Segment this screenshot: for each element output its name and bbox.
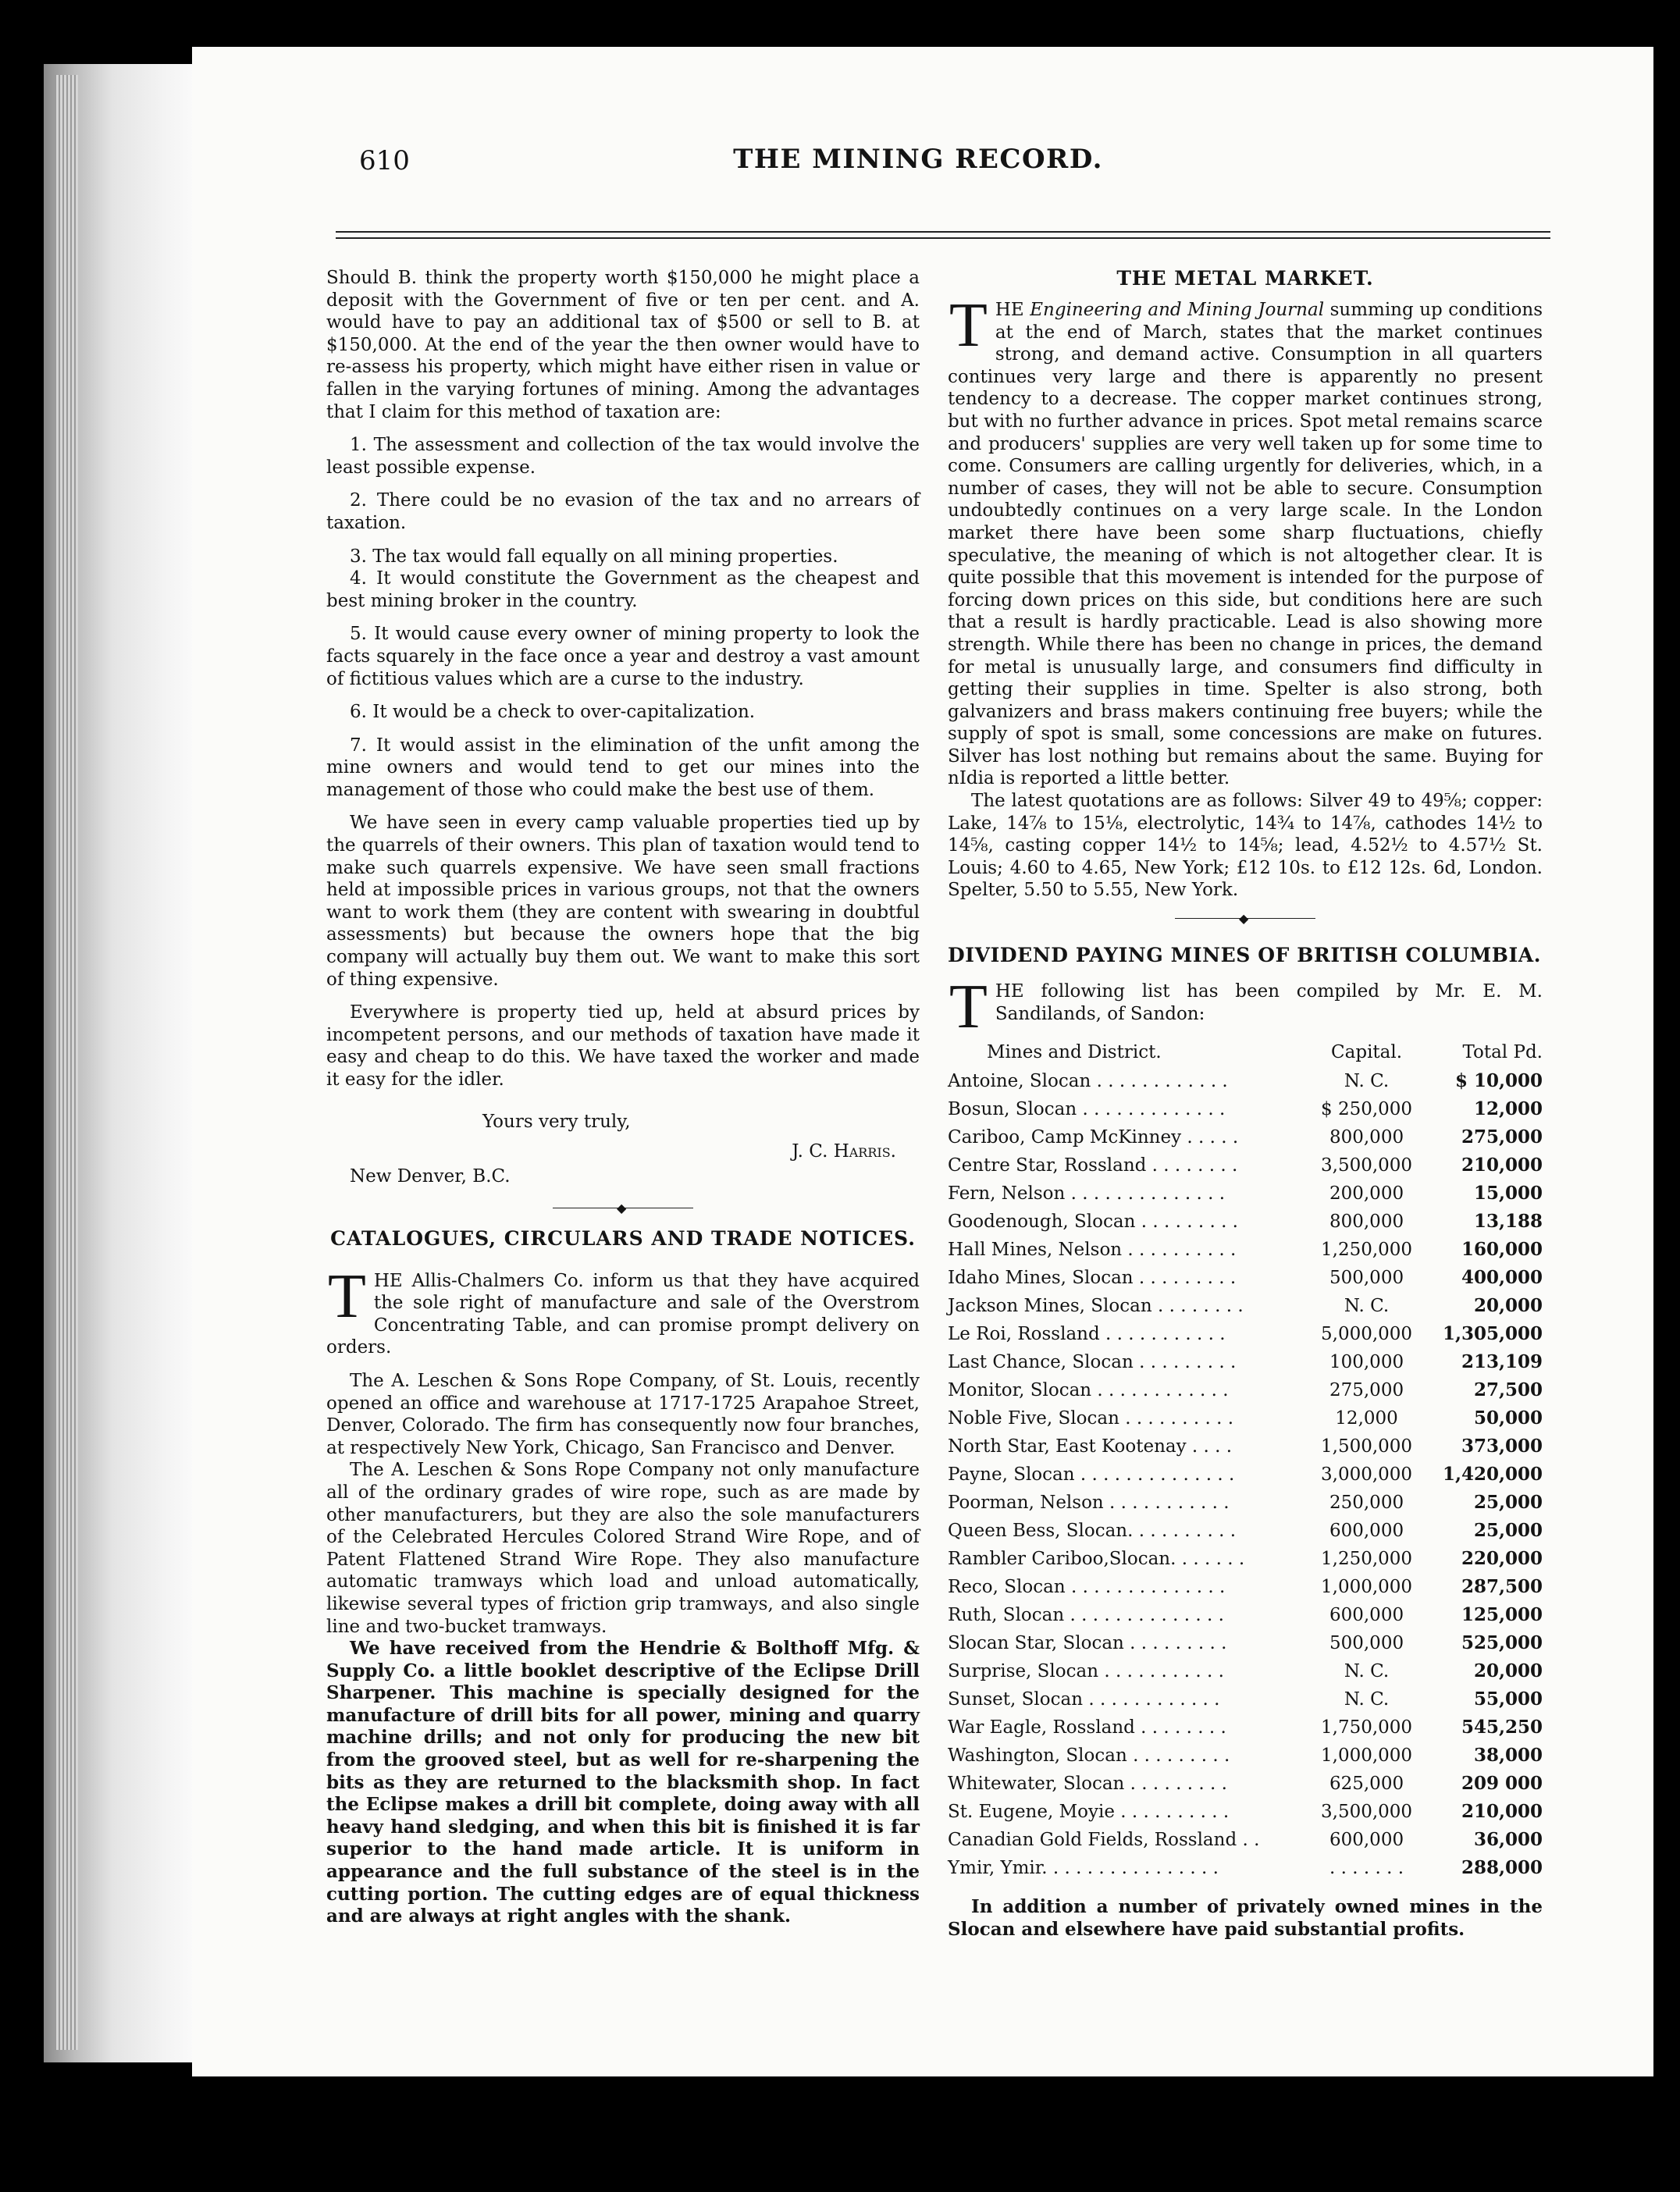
total-paid-cell: 27,500	[1473, 1379, 1543, 1401]
table-row	[948, 1208, 1543, 1236]
capital-cell: N. C.	[1344, 1661, 1390, 1682]
total-paid-cell: 20,000	[1473, 1295, 1543, 1317]
total-paid-cell: 160,000	[1461, 1239, 1543, 1261]
capital-cell: $ 250,000	[1321, 1099, 1413, 1120]
capital-cell: N. C.	[1344, 1689, 1390, 1710]
table-row	[948, 1517, 1543, 1545]
mine-name-cell: St. Eugene, Moyie . . . . . . . . . .	[948, 1802, 1230, 1823]
capital-cell: 200,000	[1329, 1183, 1404, 1205]
mine-name-cell: Cariboo, Camp McKinney . . . . .	[948, 1127, 1239, 1148]
mine-name-cell: War Eagle, Rossland . . . . . . . .	[948, 1717, 1226, 1738]
mine-name-cell: Jackson Mines, Slocan . . . . . . . .	[948, 1296, 1244, 1317]
capital-cell: N. C.	[1344, 1296, 1390, 1317]
capital-cell: 1,000,000	[1321, 1577, 1413, 1598]
everywhere-paragraph: Everywhere is property tied up, held at absurd prices by incompetent persons, and our methods of taxation have made it easy and cheap to do this. We have taxed the worker and made it easy for the idler.	[326, 1002, 920, 1090]
table-row	[948, 1123, 1543, 1151]
allis-chalmers-text: HE Allis-Chalmers Co. inform us that they have acquired the sole right of manufacture and sale of the Overstrom Concentrating Table, and can promise prompt delivery on orders.	[326, 1270, 920, 1358]
capital-cell: 3,500,000	[1321, 1802, 1413, 1823]
table-row	[948, 1236, 1543, 1264]
quarrels-paragraph: We have seen in every camp valuable properties tied up by the quarrels of their owners. This plan of taxation would tend to make such quarrels expensive. We have seen small fractions held at impossible prices in various groups, not that the owners want to work them (they are content with swearing in doubtful assessments) but because the owners hope that the big company will actually buy them out. We want to make this sort of thing expensive.	[326, 813, 920, 990]
table-row	[948, 1180, 1543, 1208]
mine-name-cell: Queen Bess, Slocan. . . . . . . . . .	[948, 1521, 1237, 1542]
page-number: 610	[359, 145, 410, 176]
leschen-office-paragraph: The A. Leschen & Sons Rope Company, of St. Louis, recently opened an office and warehouse at 1717-1725 Arapahoe Street, Denver, Colorado. The firm has consequently now four branches, at respectively New York, Chicago, San Francisco and Denver.	[326, 1370, 920, 1458]
table-row	[948, 1320, 1543, 1348]
mine-name-cell: Hall Mines, Nelson . . . . . . . . . .	[948, 1240, 1237, 1261]
capital-cell: 100,000	[1329, 1352, 1404, 1373]
dividend-heading: DIVIDEND PAYING MINES OF BRITISH COLUMBIA.	[948, 944, 1542, 967]
capital-cell: 12,000	[1335, 1408, 1398, 1429]
mine-name-cell: Surprise, Slocan . . . . . . . . . . .	[948, 1661, 1224, 1682]
table-row	[948, 1404, 1543, 1432]
left-column	[326, 267, 920, 1928]
total-paid-cell: 210,000	[1461, 1801, 1543, 1823]
mine-name-cell: Payne, Slocan . . . . . . . . . . . . . .	[948, 1464, 1235, 1486]
dividend-intro	[948, 973, 1543, 1042]
section-divider	[553, 1201, 693, 1216]
table-row	[948, 1348, 1543, 1376]
table-row	[948, 1376, 1543, 1404]
mine-name-cell: Canadian Gold Fields, Rossland . .	[948, 1830, 1260, 1851]
capital-cell: 1,250,000	[1321, 1549, 1413, 1570]
mine-name-cell: Antoine, Slocan . . . . . . . . . . . .	[948, 1071, 1228, 1092]
capital-cell: 600,000	[1329, 1521, 1404, 1542]
total-paid-cell: 220,000	[1461, 1548, 1543, 1570]
page	[192, 47, 1653, 2076]
capital-cell: 600,000	[1329, 1605, 1404, 1626]
capital-cell: 500,000	[1329, 1633, 1404, 1654]
mine-name-cell: Noble Five, Slocan . . . . . . . . . .	[948, 1408, 1234, 1429]
capital-cell: . . . . . . .	[1329, 1858, 1404, 1879]
total-paid-cell: 209 000	[1461, 1773, 1543, 1795]
metal-market-paragraph	[948, 291, 1543, 790]
letter-signature	[326, 1141, 896, 1162]
dropcap-letter: T	[949, 973, 988, 1042]
mine-name-cell: Sunset, Slocan . . . . . . . . . . . .	[948, 1689, 1220, 1710]
total-paid-cell: 400,000	[1461, 1267, 1543, 1289]
total-paid-cell: 1,305,000	[1442, 1323, 1543, 1345]
total-paid-cell: 20,000	[1473, 1660, 1543, 1682]
total-paid-cell: 287,500	[1461, 1576, 1543, 1598]
mine-name-cell: Washington, Slocan . . . . . . . . .	[948, 1745, 1230, 1767]
table-row	[948, 1770, 1543, 1798]
mine-name-cell: Le Roi, Rossland . . . . . . . . . . .	[948, 1324, 1226, 1345]
table-row	[948, 1151, 1543, 1180]
table-row	[948, 1573, 1543, 1601]
dividend-table	[948, 1042, 1543, 1882]
table-row	[948, 1629, 1543, 1657]
book-edge-pages	[55, 75, 78, 2050]
mine-name-cell: Fern, Nelson . . . . . . . . . . . . . .	[948, 1183, 1226, 1205]
leschen-products-paragraph: The A. Leschen & Sons Rope Company not only manufacture all of the ordinary grades of wire rope, such as are made by other manufacturers, but they are also the sole manufacturers of the Celebrated Hercules Colored Strand Wire Rope, and of Patent Flattened Strand Wire Rope. They also manufacture automatic tramways which load and unload automatically, likewise several types of friction grip tramways, and also single line and two-bucket tramways.	[326, 1460, 920, 1637]
mine-name-cell: Reco, Slocan . . . . . . . . . . . . . .	[948, 1577, 1226, 1598]
table-row	[948, 1067, 1543, 1095]
total-paid-cell: 525,000	[1461, 1632, 1543, 1654]
table-row	[948, 1432, 1543, 1461]
mine-name-cell: Last Chance, Slocan . . . . . . . . .	[948, 1352, 1237, 1373]
capital-cell: 600,000	[1329, 1830, 1404, 1851]
total-paid-cell: 25,000	[1473, 1492, 1543, 1514]
column-header: Capital.	[1331, 1042, 1403, 1063]
mine-name-cell: Bosun, Slocan . . . . . . . . . . . . .	[948, 1099, 1226, 1120]
capital-cell: 800,000	[1329, 1127, 1404, 1148]
table-row	[948, 1685, 1543, 1713]
table-row	[948, 1095, 1543, 1123]
capital-cell: 1,000,000	[1321, 1745, 1413, 1767]
journal-title: Engineering and Mining Journal	[1030, 300, 1325, 320]
advantage-3: 3. The tax would fall equally on all mining properties.	[350, 546, 838, 567]
total-paid-cell: 213,109	[1461, 1351, 1543, 1373]
total-paid-cell: 12,000	[1473, 1098, 1543, 1120]
table-row	[948, 1264, 1543, 1292]
advantage-7: 7. It would assist in the elimination of the unfit among the mine owners and would tend to get our mines into the management of those who could make the best use of them.	[326, 735, 920, 800]
mine-name-cell: Rambler Cariboo,Slocan. . . . . . .	[948, 1549, 1245, 1570]
running-head: THE MINING RECORD.	[733, 144, 1103, 175]
signature-name: J. C. Harris.	[792, 1140, 896, 1162]
table-row	[948, 1742, 1543, 1770]
capital-cell: 3,000,000	[1321, 1464, 1413, 1486]
table-row	[948, 1826, 1543, 1854]
mine-name-cell: Slocan Star, Slocan . . . . . . . . .	[948, 1633, 1227, 1654]
table-row	[948, 1292, 1543, 1320]
dropcap-letter: T	[328, 1261, 366, 1331]
advantage-1: 1. The assessment and collection of the tax would involve the least possible expense.	[326, 435, 920, 478]
table-row	[948, 1545, 1543, 1573]
mine-name-cell: Monitor, Slocan . . . . . . . . . . . .	[948, 1380, 1229, 1401]
letter-place: New Denver, B.C.	[350, 1165, 511, 1187]
metal-market-heading: THE METAL MARKET.	[1116, 267, 1374, 290]
total-paid-cell: 373,000	[1461, 1436, 1543, 1457]
mine-name-cell: Poorman, Nelson . . . . . . . . . . .	[948, 1493, 1230, 1514]
capital-cell: 500,000	[1329, 1268, 1404, 1289]
column-header: Mines and District.	[987, 1042, 1162, 1063]
total-paid-cell: 38,000	[1473, 1745, 1543, 1767]
mine-name-cell: North Star, East Kootenay . . . .	[948, 1436, 1233, 1457]
total-paid-cell: 545,250	[1461, 1717, 1543, 1738]
metal-lead-b: summing up conditions at the end of March, states that the market continues strong, and demand active. Consumption in all quarters continues very large and there is apparently no present tendency to a decrease. The copper market continues strong, but with no further advance in prices. Spot metal remains scarce and producers' supplies are very well taken up for some time to come. Consumers are calling urgently for deliveries, which, in a number of cases, they will not be able to secure. Consumption undoubtedly continues on a very large scale. In the London market there have been some sharp fluctuations, chiefly speculative, the meaning of which is not altogether clear. It is quite possible that this movement is intended for the purpose of forcing down prices on this side, but conditions here are such that a result is hardly practicable. Lead is also showing more strength. While there has been no change in prices, the demand for metal is unusually large, and consumers find difficulty in getting their supplies in time. Spelter is also strong, both galvanizers and brass makers continuing free buyers; while the supply of spot is small, some concessions are make on futures. Silver has lost nothing but remains about the same. Buying for nIdia is reported a little better.	[948, 300, 1543, 789]
capital-cell: 3,500,000	[1321, 1155, 1413, 1176]
total-paid-cell: 288,000	[1461, 1857, 1543, 1879]
advantage-4: 4. It would constitute the Government as the cheapest and best mining broker in the country.	[326, 568, 920, 611]
capital-cell: 1,250,000	[1321, 1240, 1413, 1261]
total-paid-cell: 125,000	[1461, 1604, 1543, 1626]
catalogues-heading: CATALOGUES, CIRCULARS AND TRADE NOTICES.	[330, 1226, 916, 1250]
capital-cell: N. C.	[1344, 1071, 1390, 1092]
total-paid-cell: 25,000	[1473, 1520, 1543, 1542]
total-paid-cell: 50,000	[1473, 1407, 1543, 1429]
capital-cell: 275,000	[1329, 1380, 1404, 1401]
mine-name-cell: Idaho Mines, Slocan . . . . . . . . .	[948, 1268, 1237, 1289]
table-row	[948, 1713, 1543, 1742]
dropcap-letter: T	[949, 291, 988, 360]
capital-cell: 1,750,000	[1321, 1717, 1413, 1738]
divider-diamond-icon: ◆	[1239, 911, 1249, 927]
capital-cell: 1,500,000	[1321, 1436, 1413, 1457]
total-paid-cell: 36,000	[1473, 1829, 1543, 1851]
metal-lead-a: HE	[995, 300, 1030, 320]
letter-closing: Yours very truly,	[482, 1111, 631, 1132]
capital-cell: 800,000	[1329, 1212, 1404, 1233]
total-paid-cell: 13,188	[1473, 1211, 1543, 1233]
total-paid-cell: 210,000	[1461, 1155, 1543, 1176]
mine-name-cell: Ruth, Slocan . . . . . . . . . . . . . .	[948, 1605, 1224, 1626]
advantage-6: 6. It would be a check to over-capitalization.	[350, 702, 756, 723]
capital-cell: 625,000	[1329, 1774, 1404, 1795]
mine-name-cell: Ymir, Ymir. . . . . . . . . . . . . . . .	[948, 1858, 1219, 1879]
dividend-footer: In addition a number of privately owned mines in the Slocan and elsewhere have paid substantial profits.	[948, 1896, 1543, 1940]
table-row	[948, 1798, 1543, 1826]
total-paid-cell: 55,000	[1473, 1688, 1543, 1710]
eclipse-drill-paragraph: We have received from the Hendrie & Bolthoff Mfg. & Supply Co. a little booklet descriptive of the Eclipse Drill Sharpener. This machine is specially designed for the manufacture of drill bits for all power, mining and quarry machine drills; and not only for producing the new bit from the grooved steel, but as well for re-sharpening the bits as they are returned to the blacksmith shop. In fact the Eclipse makes a drill bit complete, doing away with all heavy hand sledging, and when this bit is finished it is far superior to the hand made article. It is uniform in appearance and the full substance of the steel is in the cutting portion. The cutting edges are of equal thickness and are always at right angles with the shank.	[326, 1638, 920, 1927]
total-paid-cell: 15,000	[1473, 1183, 1543, 1205]
table-body	[948, 1067, 1543, 1882]
column-header: Total Pd.	[1462, 1042, 1543, 1063]
advantage-2: 2. There could be no evasion of the tax and no arrears of taxation.	[326, 490, 920, 533]
scan-border	[1653, 47, 1680, 2076]
table-row	[948, 1601, 1543, 1629]
quotations-paragraph: The latest quotations are as follows: Silver 49 to 49⅝; copper: Lake, 14⅞ to 15⅛, electrolytic, 14¾ to 14⅞, cathodes 14½ to 14⅝, casting copper 14½ to 14⅝; lead, 4.52½ to 4.57½ St. Louis; 4.60 to 4.65, New York; £12 10s. to £12 12s. 6d, London. Spelter, 5.50 to 5.55, New York.	[948, 791, 1543, 901]
table-row	[948, 1854, 1543, 1882]
mine-name-cell: Goodenough, Slocan . . . . . . . . .	[948, 1212, 1238, 1233]
dividend-intro-text: HE following list has been compiled by Mr. E. M. Sandilands, of Sandon:	[995, 981, 1543, 1024]
section-divider	[1175, 911, 1315, 927]
taxation-intro: Should B. think the property worth $150,000 he might place a deposit with the Government of five or ten per cent. and A. would have to pay an additional tax of $500 or sell to B. at $150,000. At the end of the year the then owner would have to re-assess his property, which might have either risen in value or fallen in the varying fortunes of mining. Among the advantages that I claim for this method of taxation are:	[326, 268, 920, 422]
mine-name-cell: Centre Star, Rossland . . . . . . . .	[948, 1155, 1238, 1176]
capital-cell: 5,000,000	[1321, 1324, 1413, 1345]
mine-name-cell: Whitewater, Slocan . . . . . . . . .	[948, 1774, 1227, 1795]
divider-diamond-icon: ◆	[617, 1200, 627, 1215]
total-paid-cell: $ 10,000	[1454, 1070, 1543, 1092]
total-paid-cell: 275,000	[1461, 1126, 1543, 1148]
allis-chalmers-paragraph	[326, 1261, 920, 1359]
total-paid-cell: 1,420,000	[1442, 1464, 1543, 1486]
table-row	[948, 1489, 1543, 1517]
header-rule	[336, 231, 1550, 239]
table-row	[948, 1461, 1543, 1489]
right-column	[948, 267, 1543, 1941]
table-header-row	[948, 1042, 1543, 1067]
advantage-5: 5. It would cause every owner of mining property to look the facts squarely in the face once a year and destroy a vast amount of fictitious values which are a curse to the industry.	[326, 624, 920, 689]
capital-cell: 250,000	[1329, 1493, 1404, 1514]
table-row	[948, 1657, 1543, 1685]
